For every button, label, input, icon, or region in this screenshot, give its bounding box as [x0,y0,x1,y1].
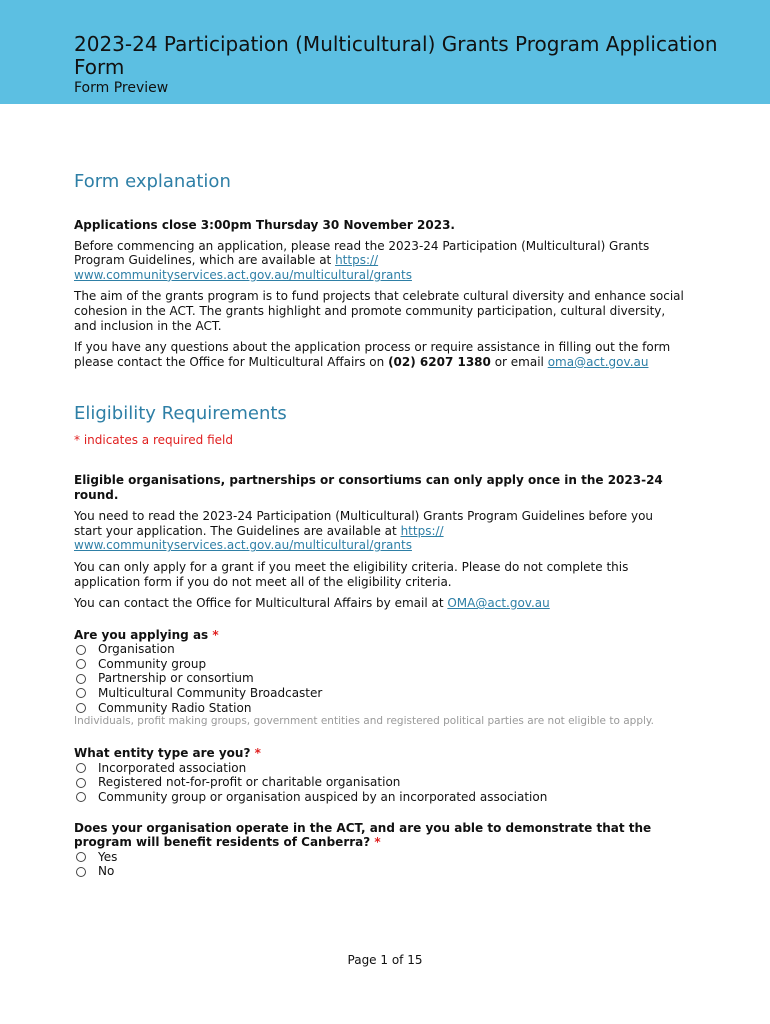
radio-option-label: Community group or organisation auspiced by an incorporated association [98,790,548,805]
radio-button[interactable] [76,688,86,698]
question-text: Are you applying as [74,627,209,642]
radio-option-label: Community group [98,656,207,671]
radio-option-label: Incorporated association [98,760,247,775]
radio-option-label: Organisation [98,642,175,657]
question-operate-in-act [74,821,684,879]
radio-option[interactable] [74,864,684,879]
closing-date: Applications close 3:00pm Thursday 30 November 2023. [74,218,455,232]
eligibility-guidelines-link[interactable]: https:// www.communityservices.act.gov.au/multicultural/grants [74,523,444,553]
radio-option[interactable] [74,671,684,686]
radio-button[interactable] [76,645,86,655]
radio-option-label: Partnership or consortium [98,671,254,686]
radio-option[interactable] [74,850,684,865]
radio-option[interactable] [74,642,684,657]
required-field-note: * indicates a required field [74,433,233,448]
guidelines-paragraph [74,239,684,283]
radio-option[interactable] [74,657,684,672]
eligibility-bold-note: Eligible organisations, partnerships or consortiums can only apply once in the 2023-24 round. [74,472,663,502]
question-label [74,628,684,643]
question-label [74,821,684,850]
section-heading-explanation: Form explanation [74,171,231,192]
radio-button[interactable] [76,703,86,713]
contact-paragraph [74,340,684,369]
page-header [0,0,770,104]
radio-button[interactable] [76,778,86,788]
radio-option-label: Multicultural Community Broadcaster [98,686,323,701]
question-text: Does your organisation operate in the ACT, and are you able to demonstrate that the program will benefit residents of Canberra? [74,820,652,850]
eligibility-contact-text: You can contact the Office for Multicultural Affairs by email at [74,596,448,611]
contact-phone: (02) 6207 1380 [388,354,491,369]
radio-button[interactable] [76,763,86,773]
question-entity-type [74,746,684,804]
radio-option-label: Registered not-for-profit or charitable organisation [98,775,401,790]
radio-option[interactable] [74,775,684,790]
guidelines-link[interactable]: https:// www.communityservices.act.gov.au/multicultural/grants [74,253,412,282]
required-asterisk: * [254,746,261,761]
radio-button[interactable] [76,674,86,684]
form-content [74,170,684,879]
eligibility-criteria-paragraph: You can only apply for a grant if you meet the eligibility criteria. Please do not complete this application form if you do not meet all of the eligibility criteria. [74,559,629,589]
radio-option-label: Yes [98,849,118,864]
radio-option[interactable] [74,761,684,776]
section-heading-eligibility: Eligibility Requirements [74,403,287,425]
radio-option[interactable] [74,790,684,805]
radio-option[interactable] [74,701,684,716]
radio-option-label: Community Radio Station [98,700,252,715]
radio-button[interactable] [76,867,86,877]
question-label [74,746,684,761]
question-applying-as [74,628,684,729]
eligibility-contact-paragraph [74,596,684,611]
radio-button[interactable] [76,659,86,669]
question-hint: Individuals, profit making groups, government entities and registered political parties are not eligible to apply. [74,715,654,728]
guidelines-text: Before commencing an application, please read the 2023-24 Participation (Multicultural) Grants Program Guidelines, which are available at [74,238,650,268]
eligibility-contact-email-link[interactable]: OMA@act.gov.au [447,596,550,611]
required-asterisk: * [212,627,219,642]
eligibility-guidelines-paragraph [74,509,684,553]
required-asterisk: * [374,835,381,850]
contact-mid-text: or email [490,354,548,369]
radio-button[interactable] [76,852,86,862]
eligibility-guidelines-text: You need to read the 2023-24 Participation (Multicultural) Grants Program Guidelines before you start your application. The Guidelines are available at [74,509,654,538]
contact-text: If you have any questions about the application process or require assistance in filling out the form please contact the Office for Multicultural Affairs on [74,340,671,369]
page-title: 2023-24 Participation (Multicultural) Grants Program Application Form [74,32,718,79]
page-subtitle: Form Preview [74,80,169,96]
contact-email-link[interactable]: oma@act.gov.au [547,354,649,369]
question-text: What entity type are you? [74,746,251,761]
radio-option-label: No [98,864,115,879]
radio-button[interactable] [76,792,86,802]
radio-option[interactable] [74,686,684,701]
page-number: Page 1 of 15 [347,953,423,967]
aim-paragraph: The aim of the grants program is to fund projects that celebrate cultural diversity and enhance social cohesion in the ACT. The grants highlight and promote community participation, cultural diversity, and inclusion in the ACT. [74,289,684,333]
